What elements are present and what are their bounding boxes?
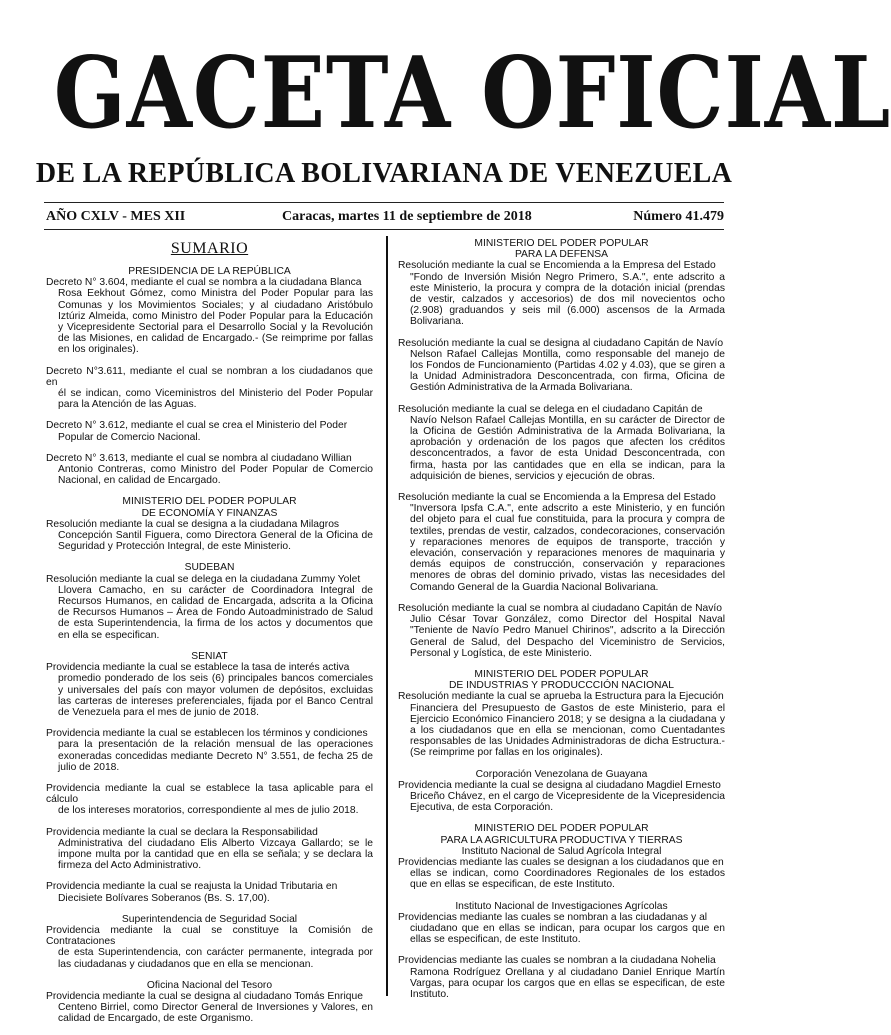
summary-entry[interactable] — [46, 925, 373, 970]
entry-continuation: Llovera Camacho, en su carácter de Coordinadora Integral de Recursos Humanos, en calidad de Encargada, adscrita a la Oficina de Recursos Humanos – Área de Fondo Autoadministrado de Salud de esta Superintendencia, la firma de los actos y documentos que en ella se especifican. — [58, 584, 373, 641]
section-heading: MINISTERIO DEL PODER POPULAR PARA LA DEFENSA — [474, 238, 649, 261]
summary-entry[interactable] — [46, 420, 373, 442]
entry-first-line: Resolución mediante la cual se Encomienda a la Empresa del Estado — [398, 260, 716, 272]
summary-entry[interactable] — [46, 728, 373, 773]
entry-continuation: "Fondo de Inversión Misión Negro Primero, S.A.", ente adscrito a este Ministerio, la procura y compra de la dotación inicial (prendas de vestir, calzados y accesorios) de dos mil novecientos ocho (2.908) graduandos y seis mil (6.000) ascensos de la Armada Bolivariana. — [410, 271, 725, 328]
entry-first-line: Resolución mediante la cual se nombra al ciudadano Capitán de Navío — [398, 602, 722, 614]
entry-first-line: Providencia mediante la cual se establece la tasa de interés activa — [46, 662, 350, 674]
section-heading: SENIAT — [191, 650, 228, 662]
summary-section — [46, 914, 373, 970]
masthead-title: GACETA OFICIAL — [53, 36, 891, 151]
summary-section — [398, 823, 725, 890]
masthead-subtitle: DE LA REPÚBLICA BOLIVARIANA DE VENEZUELA — [35, 158, 733, 189]
issue-number: Número 41.479 — [633, 209, 724, 224]
summary-entry[interactable] — [46, 519, 373, 553]
entry-continuation: Concepción Santil Figuera, como Directora General de la Oficina de Seguridad y Protección Integral, de este Ministerio. — [58, 530, 373, 553]
summary-entry[interactable] — [46, 662, 373, 718]
entry-continuation: Julio César Tovar González, como Director del Hospital Naval "Teniente de Navío Pedro Manuel Chirinos", adscrito a la Dirección General de Salud, del Despacho del Viceministro de Servicios, Personal y Logística, de este Ministerio. — [410, 614, 725, 659]
summary-section — [46, 980, 373, 1025]
entry-first-line: Resolución mediante la cual se delega en el ciudadano Capitán de — [398, 403, 703, 415]
entry-continuation: promedio ponderado de los seis (6) principales bancos comerciales y universales del país con mayor volumen de depósitos, excluidas las carteras de intereses preferenciales, fijada por el Banco Central de Venezuela para el mes de junio de 2018. — [58, 673, 373, 718]
section-heading: MINISTERIO DEL PODER POPULAR PARA LA AGRICULTURA PRODUCTIVA Y TIERRAS Instituto Nacional de Salud Agrícola Integral — [440, 823, 683, 857]
summary-entry[interactable] — [46, 783, 373, 817]
summary-section — [46, 266, 373, 486]
summary-entry[interactable] — [398, 404, 725, 482]
summary-section — [398, 901, 725, 1001]
entry-continuation: para la presentación de la relación mensual de las operaciones exoneradas concedidas mediante Decreto N° 3.551, de fecha 25 de julio de 2018. — [58, 739, 373, 773]
issue-date: Caracas, martes 11 de septiembre de 2018 — [282, 209, 532, 224]
entry-first-line: Resolución mediante la cual se delega en la ciudadana Zummy Yolet — [46, 573, 361, 585]
section-heading: Oficina Nacional del Tesoro — [146, 979, 273, 991]
section-heading: Corporación Venezolana de Guayana — [475, 768, 648, 780]
entry-continuation: de los intereses moratorios, correspondiente al mes de julio 2018. — [58, 805, 359, 817]
entry-first-line: Decreto N° 3.613, mediante el cual se nombra al ciudadano Willian — [46, 452, 352, 464]
bottom-rule — [44, 229, 724, 230]
entry-first-line: Decreto N° 3.612, mediante el cual se crea el Ministerio del Poder — [46, 420, 348, 432]
section-heading: SUDEBAN — [184, 562, 235, 574]
entry-continuation: Diecisiete Bolívares Soberanos (Bs. S. 17,00). — [58, 892, 270, 904]
summary-entry[interactable] — [46, 827, 373, 872]
summary-entry[interactable] — [398, 691, 725, 758]
entry-continuation: Administrativa del ciudadano Elis Alberto Vizcaya Gallardo; se le impone multa por la cantidad que en ella se señala; y se declara la firmeza del Acto Administrativo. — [58, 837, 373, 872]
entry-first-line: Providencia mediante la cual se designa al ciudadano Magdiel Ernesto — [398, 779, 721, 791]
summary-entry[interactable] — [398, 260, 725, 327]
summary-entry[interactable] — [398, 603, 725, 659]
entry-first-line: Providencias mediante las cuales se nombran a la ciudadana Nohelia — [398, 955, 716, 967]
summary-section — [46, 562, 373, 640]
summary-entry[interactable] — [46, 277, 373, 355]
entry-continuation: él se indican, como Viceministros del Ministerio del Poder Popular para la Atención de las Aguas. — [58, 388, 373, 411]
summary-section — [46, 651, 373, 904]
entry-continuation: ellas se indican, como Coordinadores Regionales de los estados que en ellas se especifican, de este Instituto. — [410, 868, 725, 891]
entry-continuation: Antonio Contreras, como Ministro del Poder Popular de Comercio Nacional, en calidad de Encargado. — [58, 464, 373, 487]
summary-entry[interactable] — [398, 955, 725, 1000]
section-heading: Instituto Nacional de Investigaciones Agrícolas — [455, 900, 668, 912]
top-rule — [44, 202, 724, 203]
summary-entry[interactable] — [398, 912, 725, 946]
column-divider — [386, 236, 388, 996]
entry-continuation: Navío Nelson Rafael Callejas Montilla, en su carácter de Director de la Oficina de Gestión Administrativa de la Armada Bolivariana, la aprobación y ordenación de los pagos que afecten los créditos desconcentrados, a favor de esta Unidad Desconcentrada, con firma, hasta por las cantidades que en ella se indican, para la adquisición de bienes, servicios y ejecución de obras. — [410, 414, 725, 482]
summary-section — [398, 238, 725, 659]
entry-first-line: Decreto N° 3.604, mediante el cual se nombra a la ciudadana Blanca — [46, 277, 362, 289]
entry-first-line: Providencia mediante la cual se declara la Responsabilidad — [46, 826, 318, 838]
entry-continuation: Briceño Chávez, en el cargo de Vicepresidente de la Vicepresidencia Ejecutiva, de esta Corporación. — [410, 790, 726, 814]
sumario-title: SUMARIO — [170, 240, 249, 257]
entry-first-line: Resolución mediante la cual se designa a la ciudadana Milagros — [46, 518, 340, 530]
entry-first-line: Resolución mediante la cual se designa al ciudadano Capitán de Navío — [398, 337, 724, 349]
entry-first-line: Providencia mediante la cual se establece la tasa aplicable para el cálculo — [46, 782, 373, 806]
entry-first-line: Resolución mediante la cual se aprueba la Estructura para la Ejecución — [398, 691, 724, 703]
entry-continuation: Popular de Comercio Nacional. — [58, 431, 201, 443]
entry-first-line: Decreto N°3.611, mediante el cual se nombran a los ciudadanos que en — [46, 365, 373, 388]
entry-first-line: Providencia mediante la cual se reajusta la Unidad Tributaria en — [46, 881, 338, 893]
entry-continuation: Rosa Eekhout Gómez, como Ministra del Poder Popular para las Comunas y los Movimientos Sociales; y al ciudadano Aristóbulo Iztúriz Almeida, como Ministro del Poder Popular para la Educación y Vicepresidente Sectorial para el Desarrollo Social y la Revolución de las Misiones, en calidad de Encargado.- (Se reimprime por fallas en los originales). — [58, 288, 373, 356]
summary-left-column — [46, 238, 373, 1035]
issue-year-month: AÑO CXLV - MES XII — [46, 209, 186, 224]
summary-entry[interactable] — [398, 857, 725, 891]
entry-first-line: Providencia mediante la cual se establecen los términos y condiciones — [46, 728, 368, 740]
summary-entry[interactable] — [46, 991, 373, 1025]
summary-section — [46, 496, 373, 552]
entry-continuation: de esta Superintendencia, con carácter permanente, integrada por las ciudadanas y ciudadanos que en ella se mencionan. — [58, 947, 373, 970]
summary-entry[interactable] — [46, 366, 373, 411]
summary-section — [398, 769, 725, 814]
summary-right-column — [398, 238, 725, 1010]
entry-first-line: Resolución mediante la cual se Encomienda a la Empresa del Estado — [398, 492, 716, 504]
entry-continuation: ciudadano que en ellas se indican, para ocupar los cargos que en ellas se especifican, de este Instituto. — [410, 922, 725, 946]
summary-entry[interactable] — [46, 574, 373, 641]
summary-section — [398, 669, 725, 759]
summary-entry[interactable] — [398, 780, 725, 814]
summary-entry[interactable] — [46, 453, 373, 487]
section-heading: PRESIDENCIA DE LA REPÚBLICA — [128, 266, 291, 277]
entry-continuation: Nelson Rafael Callejas Montilla, como responsable del manejo de los Fondos de Funcionamiento (Partidas 4.02 y 4.03), que se giren a la Unidad Administradora Desconcentrada, con firma, Oficina de Gestión Administrativa de la Armada Bolivariana. — [410, 348, 725, 394]
summary-entry[interactable] — [46, 881, 373, 903]
section-heading: MINISTERIO DEL PODER POPULAR DE INDUSTRIAS Y PRODUCCCIÓN NACIONAL — [448, 668, 675, 692]
entry-first-line: Providencia mediante la cual se constituye la Comisión de Contrataciones — [46, 924, 373, 948]
entry-continuation: Centeno Birriel, como Director General de Inversiones y Valores, en calidad de Encargado, de este Organismo. — [58, 1002, 373, 1025]
summary-entry[interactable] — [398, 492, 725, 593]
summary-entry[interactable] — [398, 338, 725, 394]
section-heading: Superintendencia de Seguridad Social — [121, 913, 298, 925]
entry-continuation: Ramona Rodríguez Orellana y al ciudadano Daniel Enrique Martín Vargas, para ocupar los cargos que en ellas se especifican, de este Instituto. — [410, 966, 725, 1000]
entry-first-line: Providencias mediante las cuales se nombran a las ciudadanas y al — [398, 911, 708, 923]
section-heading: MINISTERIO DEL PODER POPULAR DE ECONOMÍA Y FINANZAS — [122, 496, 297, 519]
entry-continuation: Financiera del Presupuesto de Gastos de este Ministerio, para el Ejercicio Económico Financiero 2018; y se designa a la ciudadana y a los ciudadanos que en ella se mencionan, como Cuentadantes responsables de las Unidades Administradoras de dicha Estructura.-(Se reimprime por fallas en los originales). — [410, 702, 725, 759]
entry-first-line: Providencias mediante las cuales se designan a los ciudadanos que en — [398, 856, 724, 868]
entry-continuation: "Inversora Ipsfa C.A.", ente adscrito a este Ministerio, y en función del objeto para el cual fue constituida, para la procura y compra de textiles, prendas de vestir, calzados, condecoraciones, conservación y reparaciones menores de equipos de transporte, tracción y elevación, conservación y reparaciones menores de maquinaria y demás equipos de construcción, conservación y reparaciones menores de obras del dominio privado, vistas las necesidades del Comando General de la Guardia Nacional Bolivariana. — [410, 503, 725, 593]
entry-first-line: Providencia mediante la cual se designa al ciudadano Tomás Enrique — [46, 990, 363, 1002]
